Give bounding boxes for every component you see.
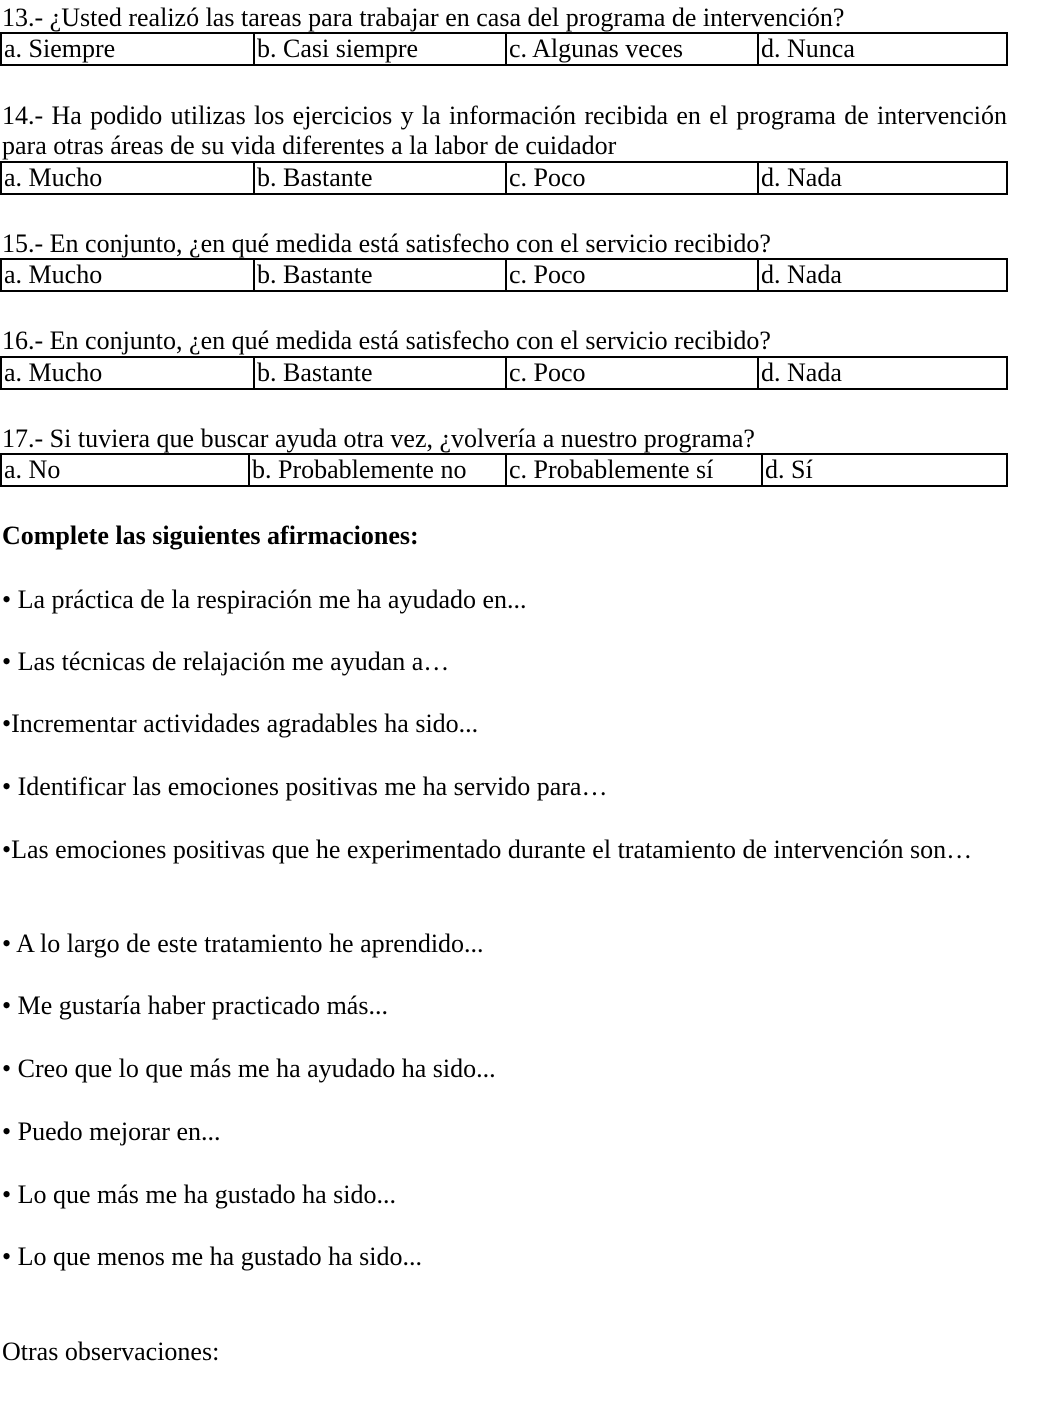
statement-liked-least: • Lo que menos me ha gustado ha sido...	[2, 1242, 422, 1271]
statement-liked-most: • Lo que más me ha gustado ha sido...	[2, 1180, 396, 1209]
option-15-b[interactable]: b. Bastante	[253, 260, 505, 290]
statement-positive-emotions: •Las emociones positivas que he experimentado durante el tratamiento de intervención son…	[2, 835, 973, 864]
option-14-c[interactable]: c. Poco	[505, 163, 757, 193]
option-14-a[interactable]: a. Mucho	[4, 163, 103, 192]
option-16-c[interactable]: c. Poco	[505, 358, 757, 388]
statement-pleasant-activities: •Incrementar actividades agradables ha sido...	[2, 709, 479, 738]
question-13: 13.- ¿Usted realizó las tareas para trabajar en casa del programa de intervención?	[2, 3, 845, 32]
option-15-a[interactable]: a. Mucho	[4, 260, 103, 289]
statement-most-helpful: • Creo que lo que más me ha ayudado ha sido...	[2, 1054, 496, 1083]
statement-breathing: • La práctica de la respiración me ha ayudado en...	[2, 585, 527, 614]
answer-row-15	[0, 258, 1008, 292]
option-14-d[interactable]: d. Nada	[757, 163, 1006, 193]
answer-row-14	[0, 161, 1008, 195]
statement-relaxation: • Las técnicas de relajación me ayudan a…	[2, 647, 450, 676]
question-14: 14.- Ha podido utilizas los ejercicios y la información recibida en el programa de intervención para otras áreas de su vida diferentes a la labor de cuidador	[2, 101, 1007, 160]
option-16-a[interactable]: a. Mucho	[4, 358, 103, 387]
option-13-b[interactable]: b. Casi siempre	[253, 34, 505, 64]
option-17-a[interactable]: a. No	[4, 455, 61, 484]
option-14-b[interactable]: b. Bastante	[253, 163, 505, 193]
option-16-d[interactable]: d. Nada	[757, 358, 1006, 388]
option-17-b[interactable]: b. Probablemente no	[248, 455, 505, 485]
option-17-c[interactable]: c. Probablemente sí	[505, 455, 761, 485]
question-16: 16.- En conjunto, ¿en qué medida está satisfecho con el servicio recibido?	[2, 326, 771, 355]
option-13-a[interactable]: a. Siempre	[4, 34, 116, 63]
answer-row-16	[0, 356, 1008, 390]
statement-identify-emotions: • Identificar las emociones positivas me ha servido para…	[2, 772, 608, 801]
question-17: 17.- Si tuviera que buscar ayuda otra vez, ¿volvería a nuestro programa?	[2, 424, 755, 453]
answer-row-17	[0, 453, 1008, 487]
option-13-d[interactable]: d. Nunca	[757, 34, 1006, 64]
answer-row-13	[0, 32, 1008, 66]
option-15-c[interactable]: c. Poco	[505, 260, 757, 290]
statement-improve: • Puedo mejorar en...	[2, 1117, 221, 1146]
statement-practice-more: • Me gustaría haber practicado más...	[2, 991, 388, 1020]
option-17-d[interactable]: d. Sí	[761, 455, 1006, 485]
option-15-d[interactable]: d. Nada	[757, 260, 1006, 290]
section-title: Complete las siguientes afirmaciones:	[2, 521, 419, 550]
observations-label: Otras observaciones:	[2, 1337, 220, 1366]
option-13-c[interactable]: c. Algunas veces	[505, 34, 757, 64]
option-16-b[interactable]: b. Bastante	[253, 358, 505, 388]
question-15: 15.- En conjunto, ¿en qué medida está satisfecho con el servicio recibido?	[2, 229, 771, 258]
statement-learned: • A lo largo de este tratamiento he aprendido...	[2, 929, 484, 958]
